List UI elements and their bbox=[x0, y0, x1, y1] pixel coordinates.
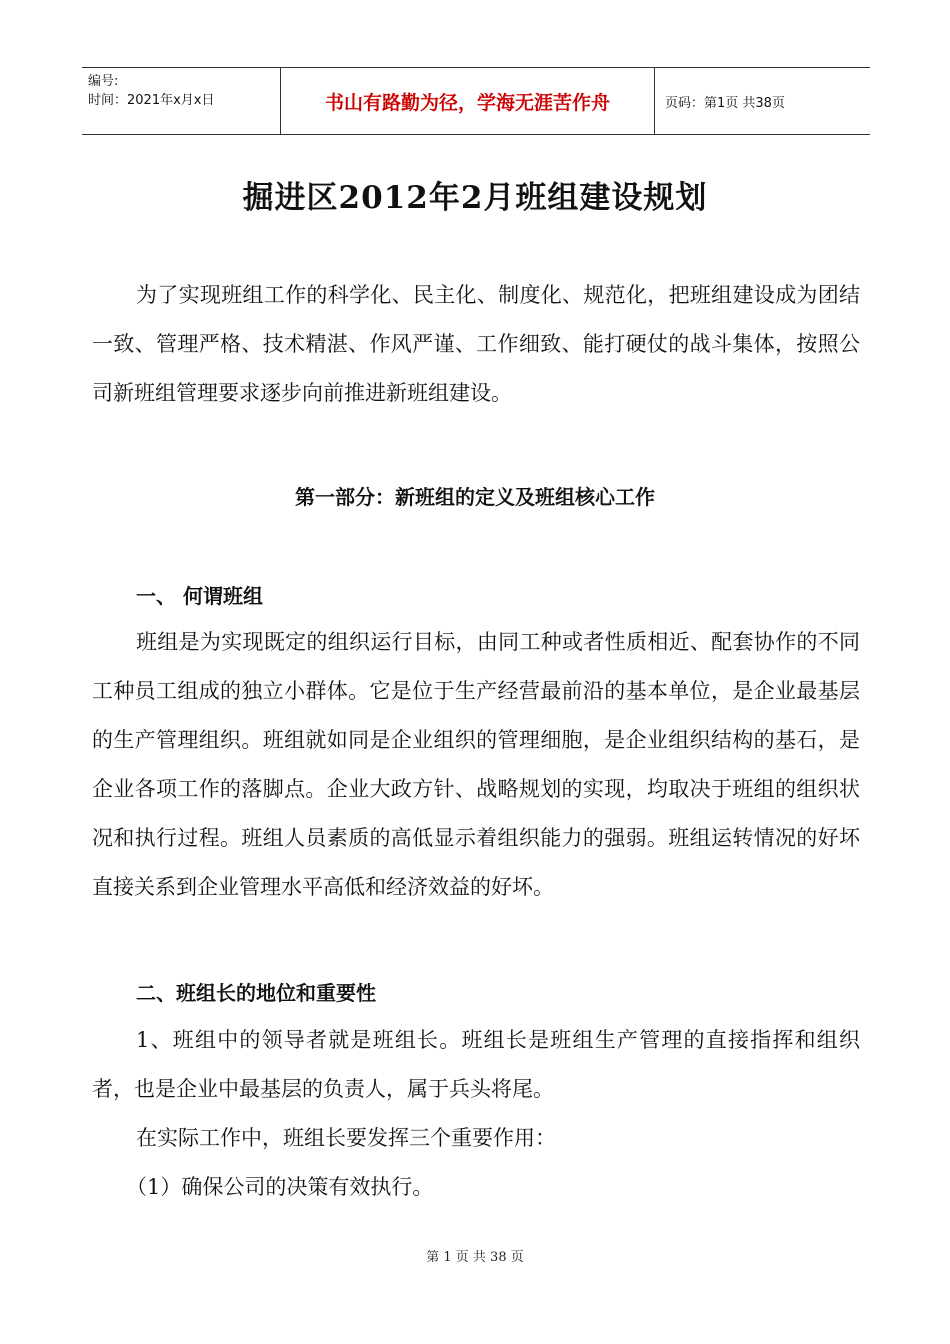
number-label: 编号: bbox=[88, 74, 119, 89]
heading-what-is-team: 一、 何谓班组 bbox=[136, 584, 263, 608]
page-info: 页码：第1页 共38页 bbox=[665, 95, 785, 111]
motto: 书山有路勤为径，学海无涯苦作舟 bbox=[281, 68, 655, 134]
document-title: 掘进区2012年2月班组建设规划 bbox=[242, 180, 708, 216]
part-title: 第一部分：新班组的定义及班组核心工作 bbox=[295, 485, 655, 509]
intro-paragraph: 为了实现班组工作的科学化、民主化、制度化、规范化，把班组建设成为团结一致、管理严格、技术精湛、作风严谨、工作细致、能打硬仗的战斗集体，按照公司新班组管理要求逐步向前推进新班组建设。 bbox=[92, 283, 860, 405]
page-footer: 第 1 页 共 38 页 bbox=[426, 1250, 524, 1265]
team-leader-paragraph: 1、班组中的领导者就是班组长。班组长是班组生产管理的直接指挥和组织者，也是企业中最基层的负责人，属于兵头将尾。 bbox=[92, 1028, 860, 1101]
role-1-paragraph: （1）确保公司的决策有效执行。 bbox=[126, 1175, 434, 1199]
heading-team-leader-role: 二、班组长的地位和重要性 bbox=[136, 981, 376, 1005]
time-label: 时间：2021年x月x日 bbox=[88, 93, 215, 108]
team-definition-paragraph: 班组是为实现既定的组织运行目标，由同工种或者性质相近、配套协作的不同工种员工组成的独立小群体。它是位于生产经营最前沿的基本单位，是企业最基层的生产管理组织。班组就如同是企业组织的管理细胞，是企业组织结构的基石，是企业各项工作的落脚点。企业大政方针、战略规划的实现，均取决于班组的组织状况和执行过程。班组人员素质的高低显示着组织能力的强弱。班组运转情况的好坏直接关系到企业管理水平高低和经济效益的好坏。 bbox=[92, 630, 860, 899]
header-left-cell bbox=[82, 68, 281, 134]
three-roles-paragraph: 在实际工作中，班组长要发挥三个重要作用： bbox=[136, 1126, 556, 1150]
header-table bbox=[82, 67, 870, 135]
